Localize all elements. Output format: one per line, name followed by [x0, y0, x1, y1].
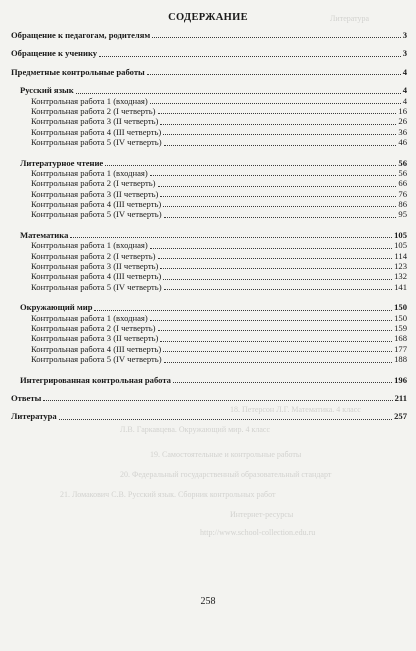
toc-entry: Обращение к педагогам, родителям 3 — [11, 29, 407, 40]
toc-subentry: Контрольная работа 3 (II четверть) 26 — [31, 116, 407, 127]
toc-section: Математика 105 — [20, 229, 407, 240]
toc-subentry: Контрольная работа 5 (IV четверть) 95 — [31, 209, 407, 220]
toc-subentry: Контрольная работа 3 (II четверть) 168 — [31, 333, 407, 344]
page-number: 258 — [200, 596, 216, 607]
toc-subentry: Контрольная работа 4 (III четверть) 36 — [31, 126, 407, 137]
toc-subentry: Контрольная работа 2 (I четверть) 159 — [31, 322, 407, 333]
book-page: Литература 18. Петерсон Л.Г. Математика. 4 класс Л.В. Гаркавцева. Окружающий мир. 4 класс 19. Самостоятельные и контрольные работы 20. Федеральный государственный образовательный стандарт 21. Ломакович С.В. Русский язык. Сборник контрольных работ Интернет-ресурсы http://www.school-collection.edu.ru СОДЕРЖАНИЕ Обращение к педагогам, родителям 3 Обращение к ученику 3 Предметные контрольные работы 4 Русский язык 4 Контрольная работа 1 (входная) 4 Контрольная работа 2 (I четверть) 16 Контрольная работа 3 (II четверть) 26 Контрольная работа 4 (III четверть) 36 Контрольная работа 5 (IV четверть) 46 Литературное чтение 56 Контрольная работа 1 (входная) 56 Контрольная работа 2 (I четверть) 66 Контрольная работа 3 (II четверть) 76 Контрольная работа 4 (III четверть) 86 Контрольная работа 5 (IV четверть) 95 Математика 105 Контрольная работа 1 (входная) 105 Контрольная работа 2 (I четверть) 114 Контрольная работа 3 (II четверть) 123 Контрольная работа 4 (III четверть) 132 Контрольная работа 5 (IV четверть) 141 Окружающий мир 150 Контрольная работа 1 (входная) 150 Контрольная работа 2 (I четверть) 159 Контрольная работа 3 (II четверть) 168 Контрольная работа 4 (III четверть) 177 Контрольная работа 5 (IV четверть) 188 Интегрированная контрольная работа 196 Ответы 211 Литература 257 258 — [0, 0, 416, 651]
toc-subentry: Контрольная работа 1 (входная) 4 — [31, 95, 407, 106]
toc-subentry: Контрольная работа 4 (III четверть) 86 — [31, 199, 407, 210]
toc-section: Интегрированная контрольная работа 196 — [20, 374, 407, 385]
toc-entry: Ответы 211 — [11, 392, 407, 403]
toc-subentry: Контрольная работа 1 (входная) 150 — [31, 312, 407, 323]
toc-subentry: Контрольная работа 3 (II четверть) 123 — [31, 261, 407, 272]
toc-subentry: Контрольная работа 5 (IV четверть) 188 — [31, 354, 407, 365]
toc-subentry: Контрольная работа 1 (входная) 105 — [31, 240, 407, 251]
toc-subentry: Контрольная работа 2 (I четверть) 16 — [31, 105, 407, 116]
contents-heading: СОДЕРЖАНИЕ — [168, 12, 248, 23]
toc-section: Русский язык 4 — [20, 85, 407, 96]
toc-subentry: Контрольная работа 4 (III четверть) 177 — [31, 343, 407, 354]
table-of-contents — [11, 30, 407, 422]
toc-entry: Литература 257 — [11, 411, 407, 422]
toc-entry: Обращение к ученику 3 — [11, 48, 407, 59]
toc-subentry: Контрольная работа 5 (IV четверть) 141 — [31, 281, 407, 292]
toc-subentry: Контрольная работа 5 (IV четверть) 46 — [31, 137, 407, 148]
toc-subentry: Контрольная работа 4 (III четверть) 132 — [31, 271, 407, 282]
toc-subentry: Контрольная работа 2 (I четверть) 66 — [31, 178, 407, 189]
toc-subentry: Контрольная работа 1 (входная) 56 — [31, 167, 407, 178]
toc-section: Литературное чтение 56 — [20, 157, 407, 168]
toc-subentry: Контрольная работа 3 (II четверть) 76 — [31, 188, 407, 199]
toc-section: Окружающий мир 150 — [20, 302, 407, 313]
toc-subentry: Контрольная работа 2 (I четверть) 114 — [31, 250, 407, 261]
toc-entry: Предметные контрольные работы 4 — [11, 66, 407, 77]
